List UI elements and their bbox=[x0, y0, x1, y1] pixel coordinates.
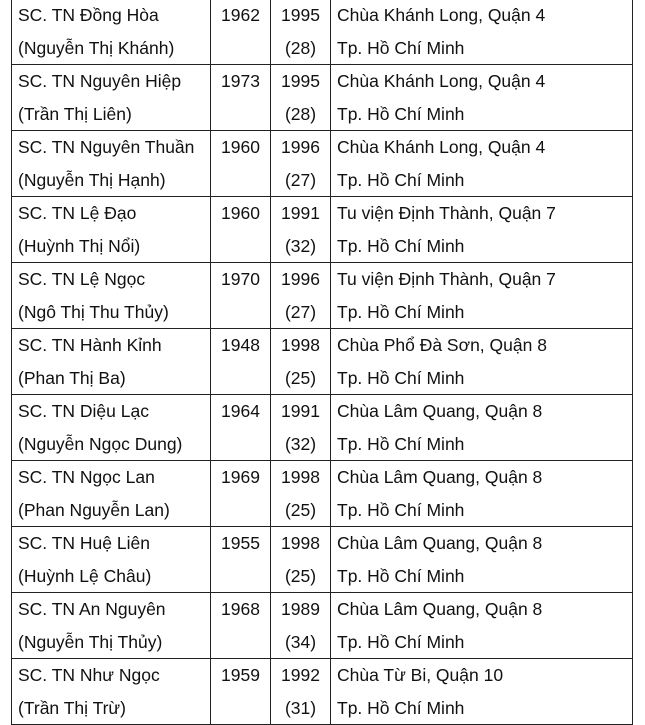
year: 1991 bbox=[281, 401, 320, 421]
dharma-name: SC. TN Như Ngọc bbox=[18, 665, 160, 685]
birth-year: 1964 bbox=[221, 401, 260, 421]
year: 1998 bbox=[281, 335, 320, 355]
years-count: (34) bbox=[284, 631, 317, 652]
birth-year: 1962 bbox=[221, 5, 260, 25]
nuns-table-body bbox=[12, 0, 633, 725]
lay-name: (Nguyễn Thị Hạnh) bbox=[18, 169, 166, 190]
name-cell bbox=[12, 659, 211, 725]
location-cell bbox=[331, 0, 633, 65]
birth-year: 1955 bbox=[221, 533, 260, 553]
name-cell bbox=[12, 263, 211, 329]
year-cell bbox=[271, 263, 331, 329]
location-cell bbox=[331, 659, 633, 725]
location-cell bbox=[331, 593, 633, 659]
location-cell bbox=[331, 263, 633, 329]
dharma-name: SC. TN Hành Kỉnh bbox=[18, 335, 162, 355]
table-row bbox=[12, 395, 633, 461]
name-cell bbox=[12, 0, 211, 65]
dharma-name: SC. TN Nguyên Thuần bbox=[18, 137, 195, 157]
year: 1991 bbox=[281, 203, 320, 223]
year: 1992 bbox=[281, 665, 320, 685]
birth-year-cell bbox=[211, 329, 271, 395]
year-cell bbox=[271, 131, 331, 197]
lay-name: (Huỳnh Lệ Châu) bbox=[18, 565, 152, 586]
lay-name: (Huỳnh Thị Nổi) bbox=[18, 235, 141, 256]
nuns-table bbox=[11, 0, 633, 725]
birth-year-cell bbox=[211, 461, 271, 527]
temple-place: Chùa Khánh Long, Quận 4 bbox=[337, 71, 546, 91]
birth-year-cell bbox=[211, 197, 271, 263]
city: Tp. Hồ Chí Minh bbox=[337, 565, 465, 586]
city: Tp. Hồ Chí Minh bbox=[337, 37, 465, 58]
name-cell bbox=[12, 461, 211, 527]
name-cell bbox=[12, 527, 211, 593]
temple-place: Chùa Khánh Long, Quận 4 bbox=[337, 137, 546, 157]
years-count: (27) bbox=[284, 301, 317, 322]
temple-place: Tu viện Định Thành, Quận 7 bbox=[337, 269, 556, 289]
dharma-name: SC. TN Lệ Ngọc bbox=[18, 269, 146, 289]
lay-name: (Nguyễn Thị Khánh) bbox=[18, 37, 175, 58]
city: Tp. Hồ Chí Minh bbox=[337, 367, 465, 388]
temple-place: Chùa Phổ Đà Sơn, Quận 8 bbox=[337, 335, 547, 355]
years-count: (25) bbox=[284, 565, 317, 586]
dharma-name: SC. TN Diệu Lạc bbox=[18, 401, 149, 421]
year: 1996 bbox=[281, 137, 320, 157]
year-cell bbox=[271, 461, 331, 527]
birth-year-cell bbox=[211, 65, 271, 131]
location-cell bbox=[331, 131, 633, 197]
lay-name: (Nguyễn Ngọc Dung) bbox=[18, 433, 183, 454]
table-row bbox=[12, 527, 633, 593]
lay-name: (Trần Thị Liên) bbox=[18, 103, 132, 124]
dharma-name: SC. TN Đồng Hòa bbox=[18, 5, 159, 25]
years-count: (25) bbox=[284, 367, 317, 388]
lay-name: (Nguyễn Thị Thủy) bbox=[18, 631, 163, 652]
lay-name: (Ngô Thị Thu Thủy) bbox=[18, 301, 169, 322]
table-row bbox=[12, 659, 633, 725]
name-cell bbox=[12, 131, 211, 197]
temple-place: Chùa Lâm Quang, Quận 8 bbox=[337, 599, 543, 619]
lay-name: (Phan Nguyễn Lan) bbox=[18, 499, 170, 520]
years-count: (32) bbox=[284, 433, 317, 454]
city: Tp. Hồ Chí Minh bbox=[337, 499, 465, 520]
location-cell bbox=[331, 461, 633, 527]
table-row bbox=[12, 65, 633, 131]
city: Tp. Hồ Chí Minh bbox=[337, 103, 465, 124]
dharma-name: SC. TN Nguyên Hiệp bbox=[18, 71, 182, 91]
city: Tp. Hồ Chí Minh bbox=[337, 235, 465, 256]
name-cell bbox=[12, 329, 211, 395]
temple-place: Chùa Khánh Long, Quận 4 bbox=[337, 5, 546, 25]
dharma-name: SC. TN Huệ Liên bbox=[18, 533, 150, 553]
birth-year: 1959 bbox=[221, 665, 260, 685]
birth-year: 1968 bbox=[221, 599, 260, 619]
table-row bbox=[12, 329, 633, 395]
birth-year: 1969 bbox=[221, 467, 260, 487]
table-row bbox=[12, 263, 633, 329]
temple-place: Chùa Lâm Quang, Quận 8 bbox=[337, 467, 543, 487]
table-row bbox=[12, 0, 633, 65]
year-cell bbox=[271, 395, 331, 461]
year-cell bbox=[271, 0, 331, 65]
year: 1989 bbox=[281, 599, 320, 619]
location-cell bbox=[331, 395, 633, 461]
years-count: (28) bbox=[284, 37, 317, 58]
birth-year: 1960 bbox=[221, 137, 260, 157]
years-count: (31) bbox=[284, 697, 317, 718]
birth-year: 1948 bbox=[221, 335, 260, 355]
birth-year-cell bbox=[211, 659, 271, 725]
table-row bbox=[12, 593, 633, 659]
years-count: (25) bbox=[284, 499, 317, 520]
table-row bbox=[12, 197, 633, 263]
year-cell bbox=[271, 659, 331, 725]
name-cell bbox=[12, 197, 211, 263]
temple-place: Chùa Từ Bi, Quận 10 bbox=[337, 665, 504, 685]
year: 1995 bbox=[281, 71, 320, 91]
birth-year-cell bbox=[211, 131, 271, 197]
birth-year-cell bbox=[211, 263, 271, 329]
dharma-name: SC. TN An Nguyên bbox=[18, 599, 166, 619]
location-cell bbox=[331, 329, 633, 395]
city: Tp. Hồ Chí Minh bbox=[337, 301, 465, 322]
name-cell bbox=[12, 395, 211, 461]
city: Tp. Hồ Chí Minh bbox=[337, 433, 465, 454]
location-cell bbox=[331, 527, 633, 593]
temple-place: Chùa Lâm Quang, Quận 8 bbox=[337, 533, 543, 553]
name-cell bbox=[12, 593, 211, 659]
city: Tp. Hồ Chí Minh bbox=[337, 697, 465, 718]
year: 1998 bbox=[281, 533, 320, 553]
birth-year-cell bbox=[211, 527, 271, 593]
table-row bbox=[12, 131, 633, 197]
birth-year-cell bbox=[211, 593, 271, 659]
temple-place: Tu viện Định Thành, Quận 7 bbox=[337, 203, 556, 223]
city: Tp. Hồ Chí Minh bbox=[337, 631, 465, 652]
dharma-name: SC. TN Ngọc Lan bbox=[18, 467, 155, 487]
year-cell bbox=[271, 527, 331, 593]
years-count: (27) bbox=[284, 169, 317, 190]
lay-name: (Phan Thị Ba) bbox=[18, 367, 126, 388]
table-row bbox=[12, 461, 633, 527]
location-cell bbox=[331, 197, 633, 263]
lay-name: (Trần Thị Trừ) bbox=[18, 697, 126, 718]
year: 1996 bbox=[281, 269, 320, 289]
name-cell bbox=[12, 65, 211, 131]
birth-year: 1960 bbox=[221, 203, 260, 223]
years-count: (32) bbox=[284, 235, 317, 256]
year: 1998 bbox=[281, 467, 320, 487]
birth-year: 1973 bbox=[221, 71, 260, 91]
year-cell bbox=[271, 329, 331, 395]
year: 1995 bbox=[281, 5, 320, 25]
location-cell bbox=[331, 65, 633, 131]
year-cell bbox=[271, 65, 331, 131]
birth-year-cell bbox=[211, 0, 271, 65]
temple-place: Chùa Lâm Quang, Quận 8 bbox=[337, 401, 543, 421]
birth-year: 1970 bbox=[221, 269, 260, 289]
dharma-name: SC. TN Lệ Đạo bbox=[18, 203, 137, 223]
year-cell bbox=[271, 197, 331, 263]
years-count: (28) bbox=[284, 103, 317, 124]
city: Tp. Hồ Chí Minh bbox=[337, 169, 465, 190]
birth-year-cell bbox=[211, 395, 271, 461]
year-cell bbox=[271, 593, 331, 659]
